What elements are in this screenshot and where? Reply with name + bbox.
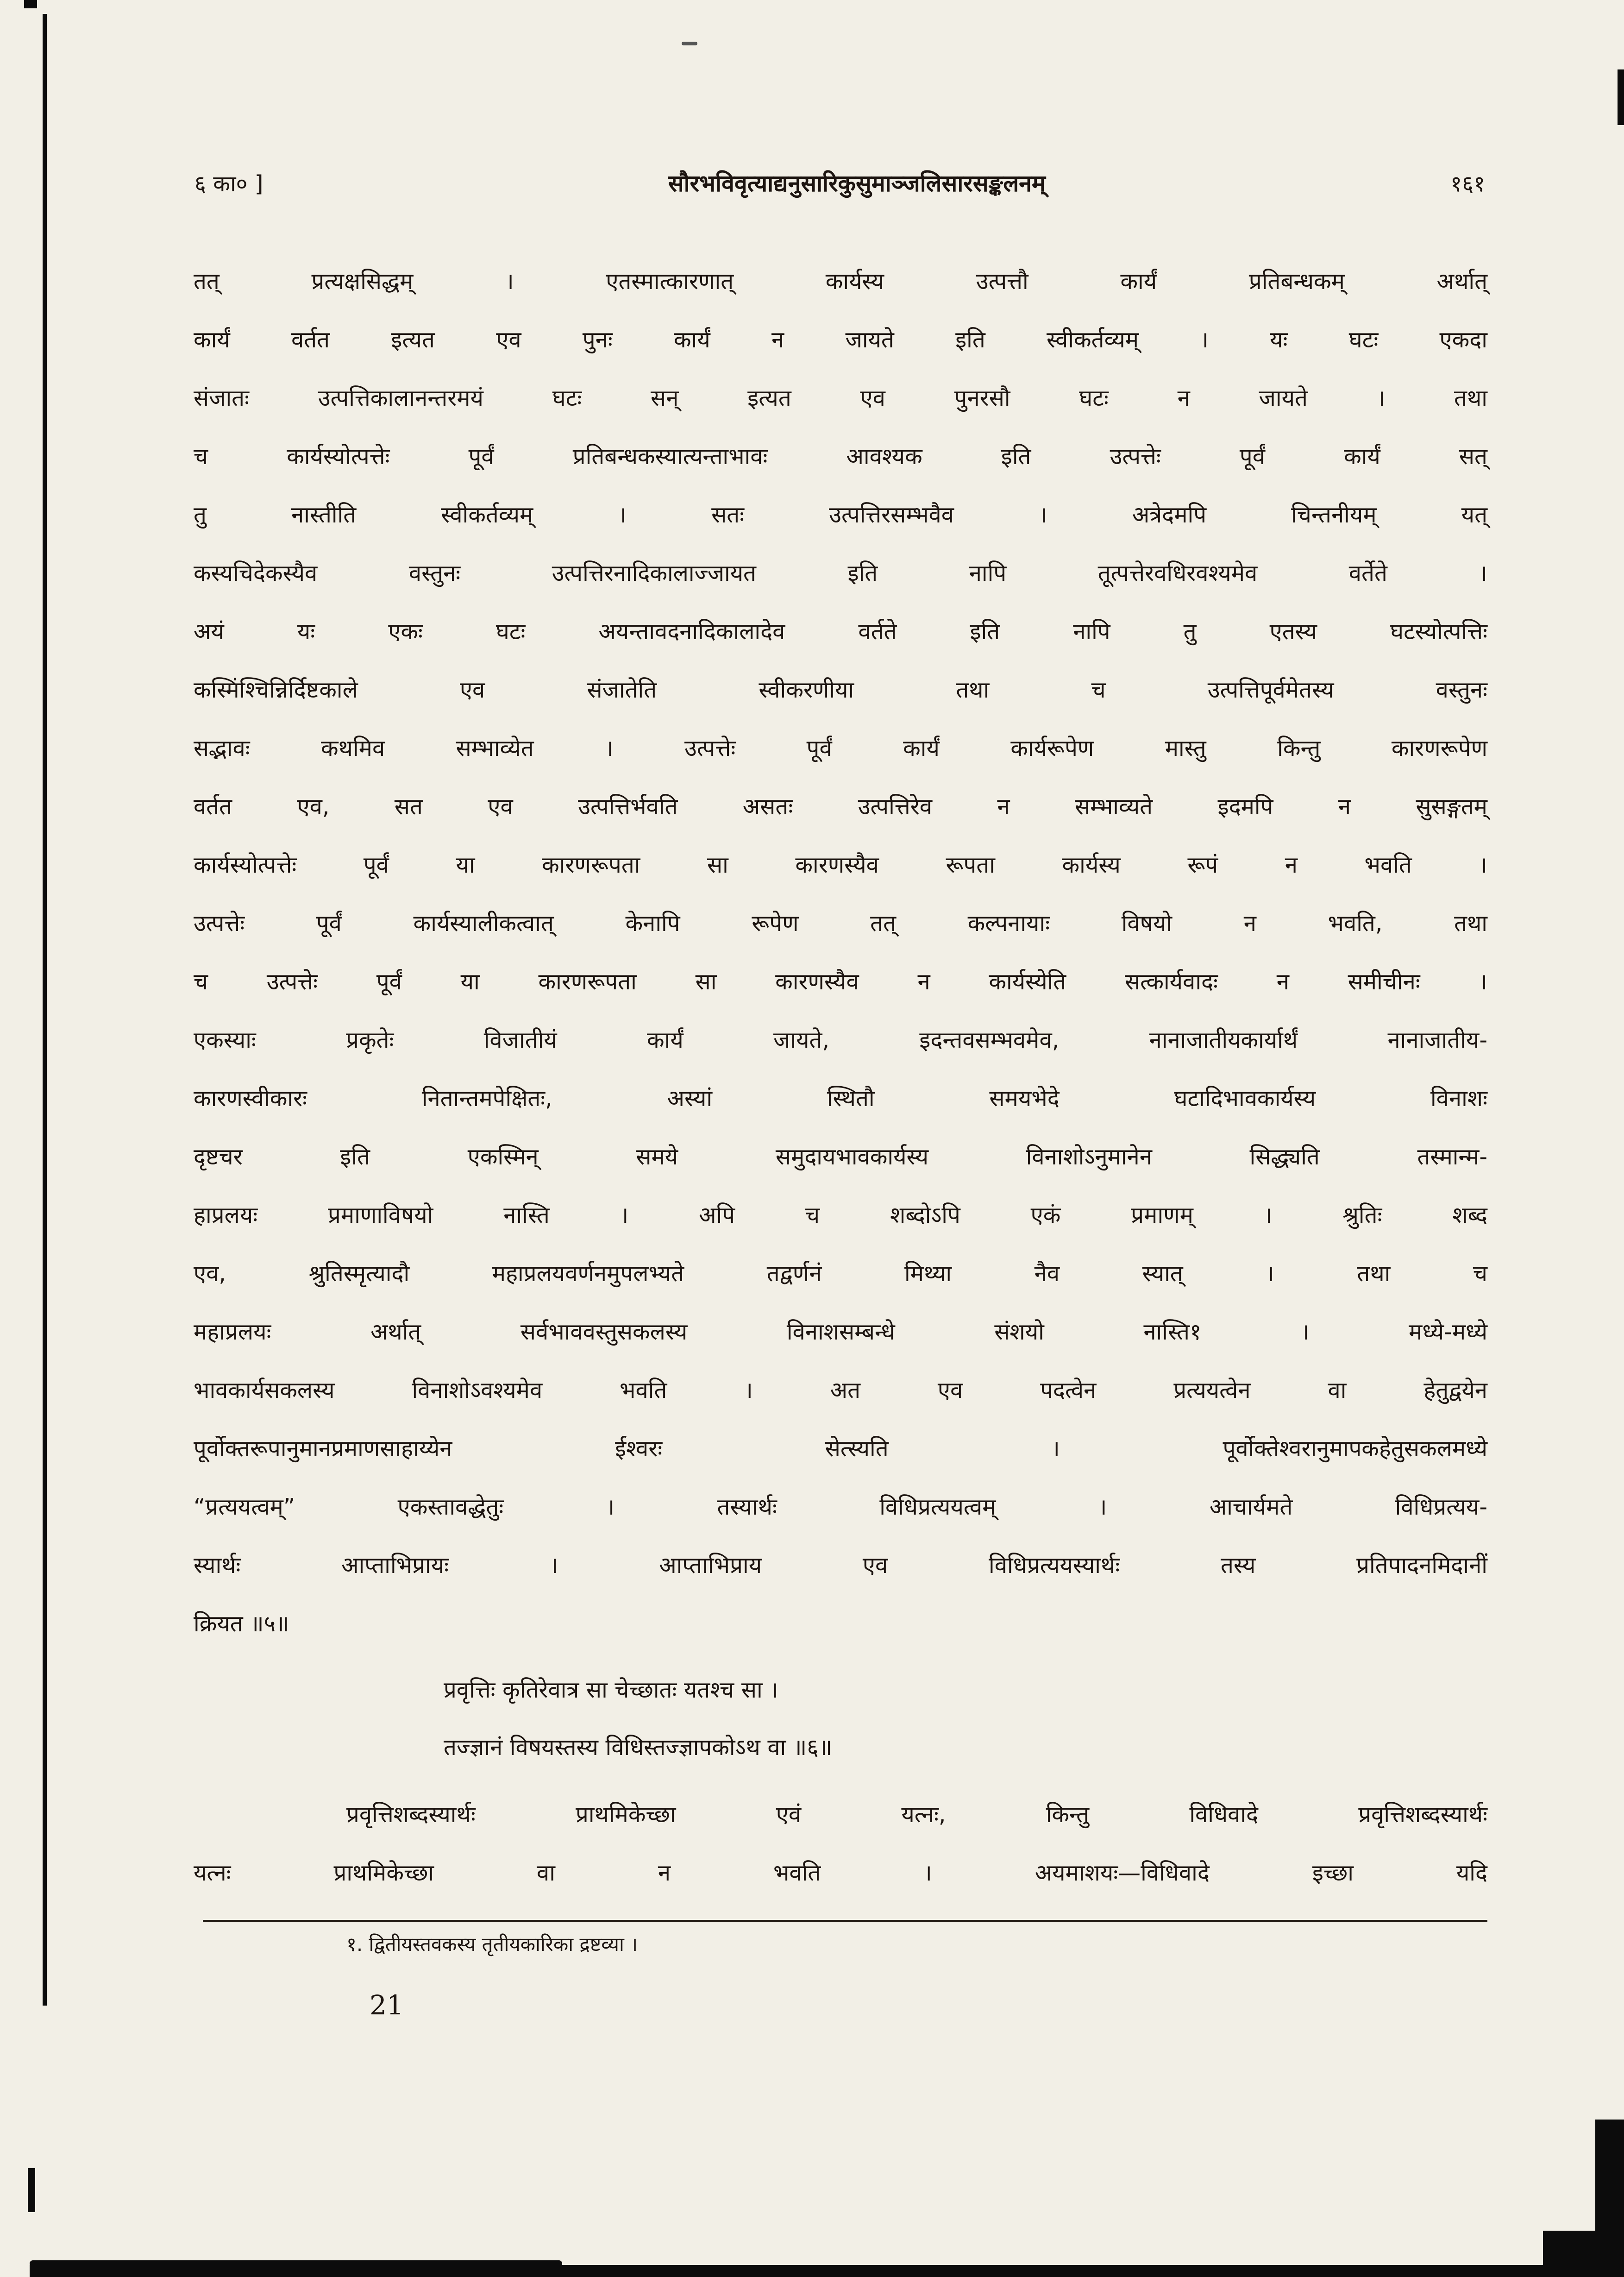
body-line: वर्तत एव, सत एव उत्पत्तिर्भवति असतः उत्पत्तिरेव न सम्भाव्यते इदमपि न सुसङ्गतम् bbox=[194, 793, 1487, 820]
verse-line-2: तज्ज्ञानं विषयस्तस्य विधिस्तज्ज्ञापकोऽथ वा ॥६॥ bbox=[444, 1734, 833, 1761]
commentary-paragraph bbox=[194, 1786, 1487, 1902]
body-line: यत्नः प्राथमिकेच्छा वा न भवति । अयमाशयः—विधिवादे इच्छा यदि bbox=[194, 1860, 1487, 1886]
header-page-number: १६१ bbox=[1450, 171, 1485, 197]
body-line: “प्रत्ययत्वम्” एकस्तावद्धेतुः । तस्यार्थः विधिप्रत्ययत्वम् । आचार्यमते विधिप्रत्यय- bbox=[194, 1494, 1487, 1520]
body-line: प्रवृत्तिशब्दस्यार्थः प्राथमिकेच्छा एवं यत्नः, किन्तु विधिवादे प्रवृत्तिशब्दस्यार्थः bbox=[346, 1801, 1487, 1828]
scan-bottom-right-blob-2 bbox=[1543, 2231, 1624, 2277]
body-line: कार्यं वर्तत इत्यत एव पुनः कार्यं न जायते इति स्वीकर्तव्यम् । यः घटः एकदा bbox=[194, 327, 1487, 353]
body-line: एकस्याः प्रकृतेः विजातीयं कार्यं जायते, इदन्तवसम्भवमेव, नानाजातीयकार्यार्थं नानाजातीय- bbox=[194, 1027, 1487, 1053]
scan-dash-above-title bbox=[682, 42, 697, 45]
body-line: क्रियत ॥५॥ bbox=[194, 1610, 289, 1637]
footnote: १. द्वितीयस्तवकस्य तृतीयकारिका द्रष्टव्या । bbox=[346, 1933, 638, 1956]
body-line: कस्मिंश्चिन्निर्दिष्टकाले एव संजातेति स्वीकरणीया तथा च उत्पत्तिपूर्वमेतस्य वस्तुनः bbox=[194, 677, 1487, 703]
body-line: संजातः उत्पत्तिकालानन्तरमयं घटः सन् इत्यत एव पुनरसौ घटः न जायते । तथा bbox=[194, 385, 1487, 411]
scan-bottom-left-mark bbox=[28, 2168, 35, 2212]
body-line: दृष्टचर इति एकस्मिन् समये समुदायभावकार्यस्य विनाशोऽनुमानेन सिद्ध्यति तस्मान्म- bbox=[194, 1144, 1487, 1170]
body-line: तत् प्रत्यक्षसिद्धम् । एतस्मात्कारणात् कार्यस्य उत्पत्तौ कार्यं प्रतिबन्धकम् अर्थात् bbox=[194, 268, 1487, 295]
scan-right-edge-mark bbox=[1618, 69, 1624, 125]
body-line: कस्यचिदेकस्यैव वस्तुनः उत्पत्तिरनादिकालाज्जायत इति नापि तूत्पत्तेरवधिरवश्यमेव वर्तेते । bbox=[194, 560, 1487, 586]
scan-top-left-mark bbox=[24, 0, 37, 8]
body-line: अयं यः एकः घटः अयन्तावदनादिकालादेव वर्तते इति नापि तु एतस्य घटस्योत्पत्तिः bbox=[194, 618, 1487, 645]
body-line: कारणस्वीकारः नितान्तमपेक्षितः, अस्यां स्थितौ समयभेदे घटादिभावकार्यस्य विनाशः bbox=[194, 1085, 1487, 1112]
body-line: स्यार्थः आप्ताभिप्रायः । आप्ताभिप्राय एव विधिप्रत्ययस्यार्थः तस्य प्रतिपादनमिदानीं bbox=[194, 1552, 1487, 1579]
header-chapter-marker: ६ का० ] bbox=[194, 171, 263, 197]
body-line: उत्पत्तेः पूर्वं कार्यस्यालीकत्वात् केनापि रूपेण तत् कल्पनायाः विषयो न भवति, तथा bbox=[194, 910, 1487, 937]
body-line: सद्भावः कथमिव सम्भाव्येत । उत्पत्तेः पूर्वं कार्यं कार्यरूपेण मास्तु किन्तु कारणरूपेण bbox=[194, 735, 1487, 761]
body-line: पूर्वोक्तरूपानुमानप्रमाणसाहाय्येन ईश्वरः सेत्स्यति । पूर्वोक्तेश्वरानुमापकहेतुसकलमध्ये bbox=[194, 1435, 1487, 1462]
text-block bbox=[194, 252, 1487, 2021]
body-line: एव, श्रुतिस्मृत्यादौ महाप्रलयवर्णनमुपलभ्यते तद्वर्णनं मिथ्या नैव स्यात् । तथा च bbox=[194, 1260, 1487, 1287]
body-line: तु नास्तीति स्वीकर्तव्यम् । सतः उत्पत्तिरसम्भवैव । अत्रेदमपि चिन्तनीयम् यत् bbox=[194, 502, 1487, 528]
page-header bbox=[194, 167, 1485, 198]
body-line: भावकार्यसकलस्य विनाशोऽवश्यमेव भवति । अत एव पदत्वेन प्रत्ययत्वेन वा हेतुद्वयेन bbox=[194, 1377, 1487, 1403]
verse-line-1: प्रवृत्तिः कृतिरेवात्र सा चेच्छातः यतश्च सा । bbox=[444, 1677, 778, 1703]
body-line: महाप्रलयः अर्थात् सर्वभाववस्तुसकलस्य विनाशसम्बन्धे संशयो नास्ति१ । मध्ये-मध्ये bbox=[194, 1319, 1487, 1345]
verse-block bbox=[194, 1661, 1487, 1776]
footnote-separator bbox=[203, 1920, 1487, 1922]
page-title: सौरभविवृत्याद्यनुसारिकुसुमाञ्जलिसारसङ्कलनम् bbox=[668, 170, 1046, 197]
body-line: हाप्रलयः प्रमाणाविषयो नास्ति । अपि च शब्दोऽपि एकं प्रमाणम् । श्रुतिः शब्द bbox=[194, 1202, 1487, 1228]
body-line: कार्यस्योत्पत्तेः पूर्वं या कारणरूपता सा कारणस्यैव रूपता कार्यस्य रूपं न भवति । bbox=[194, 852, 1487, 878]
scan-bottom-edge-smudge-2 bbox=[30, 2260, 562, 2267]
bottom-page-number: 21 bbox=[370, 1989, 404, 2021]
body-line: च कार्यस्योत्पत्तेः पूर्वं प्रतिबन्धकस्यात्यन्ताभावः आवश्यक इति उत्पत्तेः पूर्वं कार्यं सत् bbox=[194, 443, 1487, 470]
scan-left-margin-rule bbox=[43, 14, 47, 2006]
body-line: च उत्पत्तेः पूर्वं या कारणरूपता सा कारणस्यैव न कार्यस्येति सत्कार्यवादः न समीचीनः । bbox=[194, 969, 1487, 995]
